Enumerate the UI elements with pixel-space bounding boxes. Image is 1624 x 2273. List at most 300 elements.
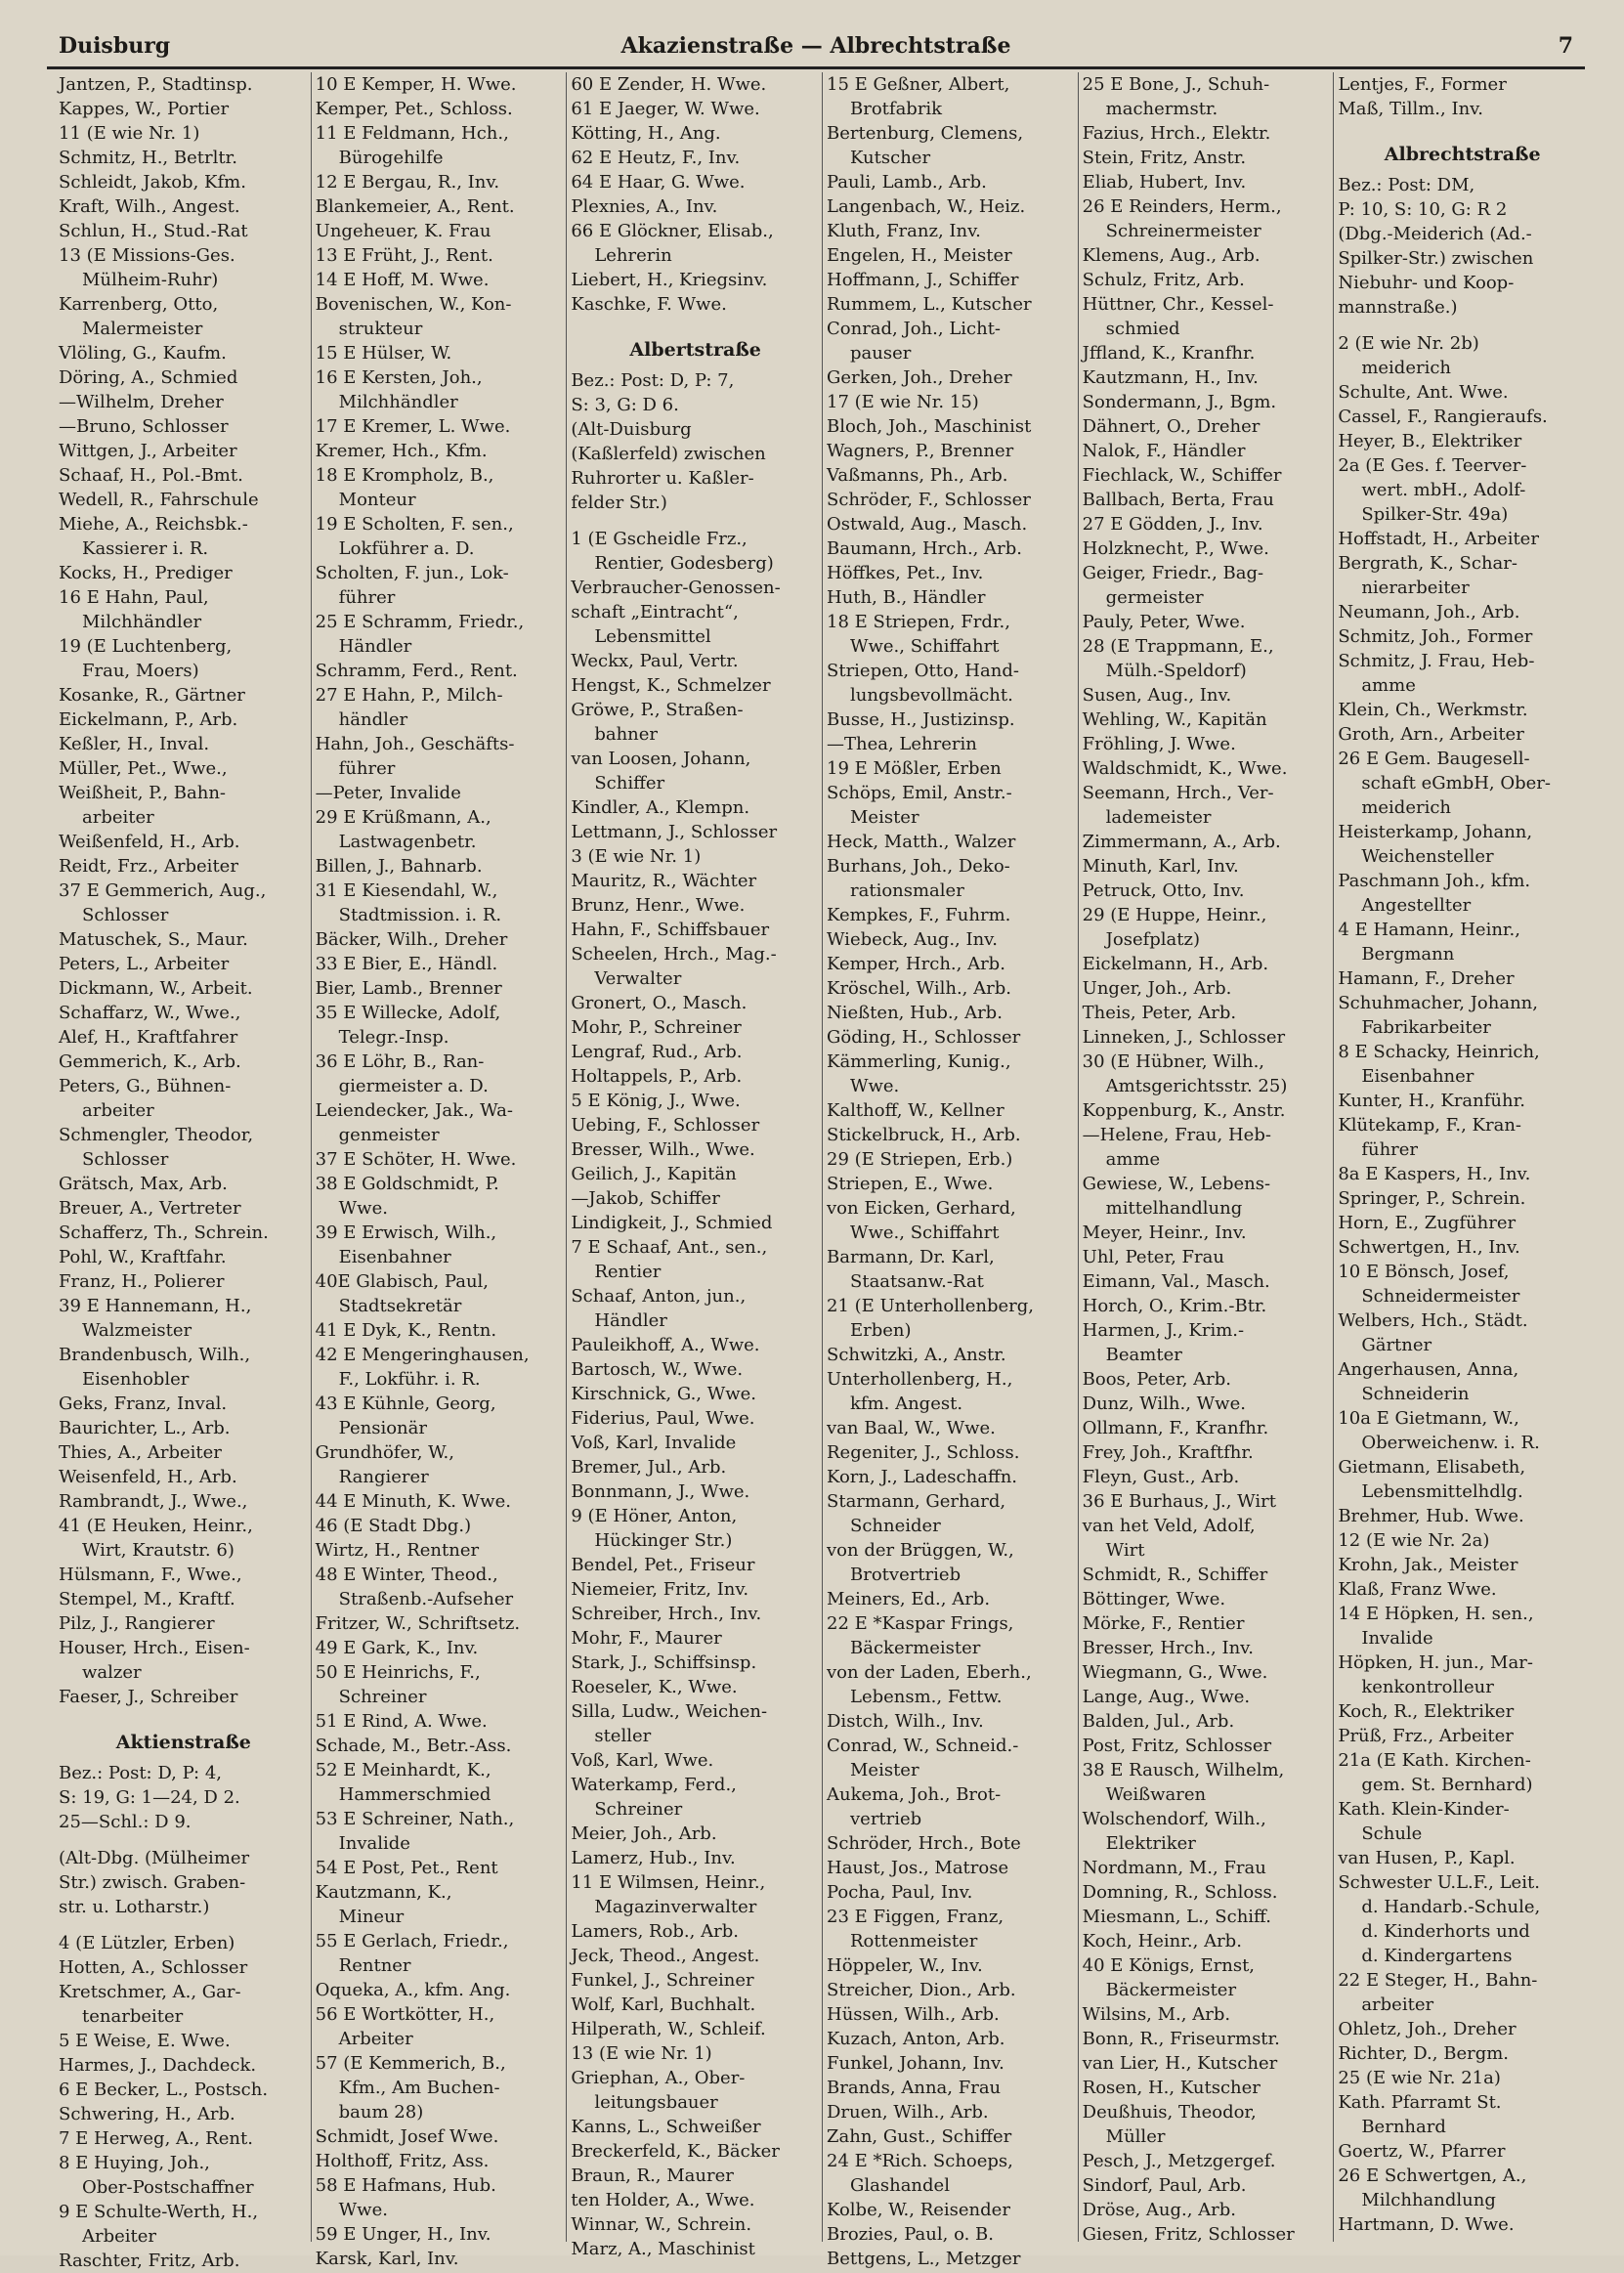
directory-entry: Unterhollenberg, H., — [827, 1369, 1013, 1390]
directory-entry: Dunz, Wilh., Wwe. — [1082, 1394, 1246, 1414]
directory-entry: Hoffmann, J., Schiffer — [827, 270, 1019, 290]
directory-entry: Niemeier, Fritz, Inv. — [571, 1579, 749, 1600]
directory-entry: Schmidt, R., Schiffer — [1082, 1565, 1268, 1585]
directory-entry: Liebert, H., Kriegsinv. — [571, 270, 768, 290]
directory-entry: Kröschel, Wilh., Arb. — [827, 978, 1011, 999]
directory-entry: 25 (E wie Nr. 21a) — [1338, 2068, 1501, 2088]
directory-entry: Thies, A., Arbeiter — [59, 1442, 222, 1463]
directory-entry: Richter, D., Bergm. — [1338, 2043, 1510, 2064]
spacer — [59, 1834, 309, 1846]
directory-entry: Brotfabrik — [850, 99, 943, 119]
directory-entry: 43 E Kühnle, Georg, — [315, 1394, 496, 1414]
directory-entry: Eisenbahner — [338, 1247, 451, 1267]
directory-entry: —Bruno, Schlosser — [59, 416, 229, 437]
directory-entry: 18 E Krompholz, B., — [315, 465, 494, 486]
directory-entry: Faeser, J., Schreiber — [59, 1687, 238, 1707]
directory-entry: Milchhandlung — [1361, 2190, 1496, 2210]
directory-entry: Fiderius, Paul, Wwe. — [571, 1408, 755, 1429]
directory-entry: Telegr.-Insp. — [338, 1027, 449, 1048]
directory-entry: Bresser, Hrch., Inv. — [1082, 1638, 1254, 1658]
directory-entry: Stadtmission. i. R. — [338, 905, 502, 925]
directory-entry: 36 E Löhr, B., Ran- — [315, 1051, 485, 1072]
directory-entry: arbeiter — [82, 807, 154, 828]
directory-entry: Schreiner — [594, 1799, 683, 1820]
directory-entry: Hamann, F., Dreher — [1338, 968, 1515, 989]
directory-entry: 16 E Kersten, Joh., — [315, 367, 483, 388]
directory-entry: d. Handarb.-Schule, — [1361, 1897, 1541, 1917]
directory-entry: —Thea, Lehrerin — [827, 734, 977, 754]
directory-entry: 29 (E Striepen, Erb.) — [827, 1149, 1013, 1170]
directory-entry: Brandenbusch, Wilh., — [59, 1345, 251, 1365]
directory-entry: Grundhöfer, W., — [315, 1442, 454, 1463]
directory-entry: Rangierer — [338, 1467, 429, 1487]
directory-entry: Wedell, R., Fahrschule — [59, 490, 259, 510]
directory-entry: Lebensmittel — [594, 626, 711, 647]
directory-entry: 29 (E Huppe, Heinr., — [1082, 905, 1267, 925]
directory-entry: amme — [1361, 675, 1416, 696]
directory-entry: Lebensmittelhdlg. — [1361, 1481, 1523, 1502]
directory-entry: Schaffarz, W., Wwe., — [59, 1003, 241, 1023]
directory-entry: steller — [594, 1726, 652, 1746]
directory-entry: (Alt-Duisburg — [571, 419, 692, 440]
directory-entry: Staatsanw.-Rat — [850, 1271, 984, 1292]
directory-entry: Ohletz, Joh., Dreher — [1338, 2019, 1517, 2039]
directory-entry: Pesch, J., Metzgergef. — [1082, 2151, 1276, 2171]
directory-entry: Dähnert, O., Dreher — [1082, 416, 1261, 437]
directory-entry: Minuth, Karl, Inv. — [1082, 856, 1239, 877]
directory-entry: 6 E Becker, L., Postsch. — [59, 2080, 269, 2100]
directory-entry: 16 E Hahn, Paul, — [59, 587, 209, 608]
directory-entry: Schaaf, Anton, jun., — [571, 1286, 747, 1307]
directory-entry: Gärtner — [1361, 1335, 1432, 1355]
directory-entry: Peters, G., Bühnen- — [59, 1076, 232, 1096]
directory-entry: Schwering, H., Arb. — [59, 2104, 235, 2124]
directory-entry: Ballbach, Berta, Frau — [1082, 490, 1274, 510]
directory-entry: Bernhard — [1361, 2117, 1446, 2137]
directory-entry: 48 E Winter, Theod., — [315, 1565, 498, 1585]
directory-entry: Aukema, Joh., Brot- — [827, 1784, 1002, 1805]
directory-entry: Hilperath, W., Schleif. — [571, 2019, 766, 2039]
directory-column-6 — [1333, 72, 1589, 2242]
directory-entry: lungsbevollmächt. — [850, 685, 1013, 706]
spacer — [1338, 320, 1587, 331]
directory-entry: Koppenburg, K., Anstr. — [1082, 1100, 1286, 1121]
directory-entry: 27 E Gödden, J., Inv. — [1082, 514, 1263, 535]
directory-entry: Silla, Ludw., Weichen- — [571, 1701, 768, 1722]
directory-entry: Grätsch, Max, Arb. — [59, 1174, 228, 1194]
directory-entry: Burhans, Joh., Deko- — [827, 856, 1010, 877]
directory-entry: 25 E Schramm, Friedr., — [315, 612, 525, 632]
directory-entry: 10 E Kemper, H. Wwe. — [315, 74, 517, 95]
directory-entry: Ruhrorter u. Kaßler- — [571, 468, 754, 489]
directory-entry: Hotten, A., Schlosser — [59, 1957, 248, 1978]
directory-entry: Lokführer a. D. — [338, 538, 475, 559]
directory-entry: Milchhändler — [338, 392, 458, 412]
directory-entry: händler — [338, 709, 408, 730]
directory-entry: Hammerschmied — [338, 1784, 491, 1805]
directory-entry: str. u. Lotharstr.) — [59, 1897, 210, 1917]
directory-entry: S: 19, G: 1—24, D 2. — [59, 1787, 240, 1808]
directory-entry: Uebing, F., Schlosser — [571, 1115, 760, 1136]
directory-entry: Niebuhr- und Koop- — [1338, 273, 1515, 293]
directory-entry: Ollmann, F., Kranfhr. — [1082, 1418, 1269, 1438]
directory-entry: Malermeister — [82, 319, 203, 339]
directory-entry: 66 E Glöckner, Elisab., — [571, 221, 774, 241]
directory-entry: Mülh.-Speldorf) — [1105, 661, 1247, 681]
directory-entry: Walzmeister — [82, 1320, 192, 1341]
directory-entry: Striepen, Otto, Hand- — [827, 661, 1019, 681]
directory-entry: Unger, Joh., Arb. — [1082, 978, 1232, 999]
directory-entry: 17 E Kremer, L. Wwe. — [315, 416, 511, 437]
directory-entry: Weisenfeld, H., Arb. — [59, 1467, 237, 1487]
directory-entry: Matuschek, S., Maur. — [59, 929, 248, 950]
spacer — [571, 317, 820, 328]
directory-entry: Wehling, W., Kapitän — [1082, 709, 1267, 730]
directory-entry: Pauleikhoff, A., Wwe. — [571, 1335, 760, 1355]
directory-entry: Rottenmeister — [850, 1931, 978, 1951]
directory-entry: 30 (E Hübner, Wilh., — [1082, 1051, 1265, 1072]
directory-entry: Wirtz, H., Rentner — [315, 1540, 480, 1561]
directory-entry: Kemper, Hrch., Arb. — [827, 954, 1005, 974]
directory-entry: 13 (E wie Nr. 1) — [571, 2043, 712, 2064]
directory-entry: Wolschendorf, Wilh., — [1082, 1809, 1266, 1829]
directory-entry: Hückinger Str.) — [594, 1530, 733, 1551]
directory-entry: Rentier, Godesberg) — [594, 553, 774, 574]
directory-entry: F., Lokführ. i. R. — [338, 1369, 481, 1390]
directory-entry: Rosen, H., Kutscher — [1082, 2078, 1261, 2098]
directory-entry: Klemens, Aug., Arb. — [1082, 245, 1261, 266]
directory-entry: Monteur — [338, 490, 416, 510]
directory-entry: Starmann, Gerhard, — [827, 1491, 1006, 1512]
directory-entry: nierarbeiter — [1361, 578, 1470, 598]
directory-entry: Kötting, H., Ang. — [571, 123, 721, 144]
directory-entry: Lamerz, Hub., Inv. — [571, 1848, 736, 1868]
directory-entry: Schneider — [850, 1516, 941, 1536]
directory-entry: Göding, H., Schlosser — [827, 1027, 1021, 1048]
directory-entry: Magazinverwalter — [594, 1897, 757, 1917]
directory-entry: (Dbg.-Meiderich (Ad.- — [1338, 224, 1532, 244]
directory-entry: 11 (E wie Nr. 1) — [59, 123, 200, 144]
directory-entry: strukteur — [338, 319, 423, 339]
directory-entry: Conrad, W., Schneid.- — [827, 1736, 1019, 1756]
directory-entry: 7 E Schaaf, Ant., sen., — [571, 1237, 768, 1258]
directory-entry: 35 E Willecke, Adolf, — [315, 1003, 501, 1023]
directory-entry: Griephan, A., Ober- — [571, 2068, 746, 2088]
directory-entry: P: 10, S: 10, G: R 2 — [1338, 199, 1508, 220]
directory-entry: Eisenhobler — [82, 1369, 190, 1390]
directory-entry: 24 E *Rich. Schoeps, — [827, 2151, 1013, 2171]
directory-entry: Franz, H., Polierer — [59, 1271, 225, 1292]
directory-entry: Fröhling, J. Wwe. — [1082, 734, 1236, 754]
directory-entry: Theis, Peter, Arb. — [1082, 1003, 1237, 1023]
directory-entry: Gemmerich, K., Arb. — [59, 1051, 241, 1072]
directory-entry: Angestellter — [1361, 895, 1472, 916]
directory-entry: Regeniter, J., Schloss. — [827, 1442, 1020, 1463]
directory-entry: Plexnies, A., Inv. — [571, 196, 718, 217]
directory-entry: 21a (E Kath. Kirchen- — [1338, 1750, 1531, 1771]
directory-entry: Lehrerin — [594, 245, 672, 266]
directory-entry: Breckerfeld, K., Bäcker — [571, 2141, 780, 2162]
directory-entry: Gewiese, W., Lebens- — [1082, 1174, 1271, 1194]
directory-entry: Rentner — [338, 1955, 411, 1976]
directory-entry: Leiendecker, Jak., Wa- — [315, 1100, 513, 1121]
directory-entry: Welbers, Hch., Städt. — [1338, 1310, 1528, 1331]
directory-entry: 10a E Gietmann, W., — [1338, 1408, 1519, 1429]
directory-entry: Döring, A., Schmied — [59, 367, 238, 388]
directory-entry: Heyer, B., Elektriker — [1338, 431, 1522, 451]
street-heading: Aktienstraße — [115, 1732, 251, 1753]
directory-entry: wert. mbH., Adolf- — [1361, 480, 1526, 500]
directory-entry: Kretschmer, A., Gar- — [59, 1982, 241, 2002]
directory-entry: 18 E Striepen, Frdr., — [827, 612, 1010, 632]
directory-entry: 9 E Schulte-Werth, H., — [59, 2202, 259, 2222]
directory-entry: d. Kinderhorts und — [1361, 1921, 1530, 1942]
directory-entry: Rentier — [594, 1262, 662, 1282]
directory-entry: Waterkamp, Ferd., — [571, 1775, 737, 1795]
directory-entry: Hüssen, Wilh., Arb. — [827, 2004, 1000, 2025]
directory-entry: Kappes, W., Portier — [59, 99, 230, 119]
directory-entry: Susen, Aug., Inv. — [1082, 685, 1232, 706]
directory-entry: 22 E Steger, H., Bahn- — [1338, 1970, 1538, 1991]
directory-entry: Beamter — [1105, 1345, 1182, 1365]
directory-entry: 13 (E Missions-Ges. — [59, 245, 235, 266]
directory-entry: Kath. Pfarramt St. — [1338, 2092, 1502, 2113]
directory-entry: Lentjes, F., Former — [1338, 74, 1507, 95]
directory-entry: 37 E Gemmerich, Aug., — [59, 880, 267, 901]
directory-entry: gem. St. Bernhard) — [1361, 1775, 1533, 1795]
directory-entry: 62 E Heutz, F., Inv. — [571, 148, 741, 168]
directory-entry: 51 E Rind, A. Wwe. — [315, 1711, 488, 1732]
directory-entry: kfm. Angest. — [850, 1394, 963, 1414]
directory-entry: Waldschmidt, K., Wwe. — [1082, 758, 1288, 779]
directory-entry: 26 E Reinders, Herm., — [1082, 196, 1282, 217]
directory-entry: Fiechlack, W., Schiffer — [1082, 465, 1282, 486]
directory-entry: Funkel, J., Schreiner — [571, 1970, 754, 1991]
directory-entry: Stark, J., Schiffsinsp. — [571, 1652, 757, 1673]
directory-entry: 54 E Post, Pet., Rent — [315, 1858, 498, 1878]
directory-entry: Boos, Peter, Arb. — [1082, 1369, 1231, 1390]
directory-entry: Schneiderin — [1361, 1384, 1470, 1404]
directory-entry: Weckx, Paul, Vertr. — [571, 651, 739, 671]
directory-entry: Pocha, Paul, Inv. — [827, 1882, 973, 1903]
directory-entry: Distch, Wilh., Inv. — [827, 1711, 984, 1732]
directory-entry: Wilsins, M., Arb. — [1082, 2004, 1231, 2025]
directory-entry: Bovenischen, W., Kon- — [315, 294, 512, 315]
directory-entry: Oqueka, A., kfm. Ang. — [315, 1980, 511, 2000]
directory-entry: Kalthoff, W., Kellner — [827, 1100, 1004, 1121]
directory-entry: van Lier, H., Kutscher — [1082, 2053, 1278, 2074]
directory-entry: 41 (E Heuken, Heinr., — [59, 1516, 253, 1536]
directory-entry: Karrenberg, Otto, — [59, 294, 219, 315]
directory-entry: Kluth, Franz, Inv. — [827, 221, 981, 241]
directory-entry: 12 E Bergau, R., Inv. — [315, 172, 500, 193]
directory-entry: Pohl, W., Kraftfahr. — [59, 1247, 227, 1267]
spacer — [59, 1709, 309, 1721]
directory-entry: Houser, Hrch., Eisen- — [59, 1638, 250, 1658]
directory-entry: Striepen, E., Wwe. — [827, 1174, 994, 1194]
directory-entry: Höffkes, Pet., Inv. — [827, 563, 984, 583]
directory-entry: Dickmann, W., Arbeit. — [59, 978, 253, 999]
directory-entry: Roeseler, K., Wwe. — [571, 1677, 738, 1697]
directory-entry: Wwe. — [338, 2200, 388, 2220]
directory-entry: 3 (E wie Nr. 1) — [571, 846, 702, 867]
directory-entry: Schaaf, H., Pol.-Bmt. — [59, 465, 243, 486]
directory-entry: Kautzmann, K., — [315, 1882, 452, 1903]
directory-entry: (Alt-Dbg. (Mülheimer — [59, 1848, 250, 1868]
directory-entry: (Kaßlerfeld) zwischen — [571, 444, 766, 464]
directory-entry: van Husen, P., Kapl. — [1338, 1848, 1516, 1868]
directory-entry: Voß, Karl, Wwe. — [571, 1750, 714, 1771]
directory-entry: Eickelmann, P., Arb. — [59, 709, 238, 730]
directory-entry: 53 E Schreiner, Nath., — [315, 1809, 515, 1829]
directory-entry: 23 E Figgen, Franz, — [827, 1907, 1004, 1927]
directory-entry: mannstraße.) — [1338, 297, 1458, 318]
directory-entry: Josefplatz) — [1105, 929, 1201, 950]
directory-entry: 25 E Bone, J., Schuh- — [1082, 74, 1270, 95]
directory-entry: Schiffer — [594, 773, 665, 793]
directory-entry: Meier, Joh., Arb. — [571, 1823, 717, 1844]
directory-entry: Lindigkeit, J., Schmied — [571, 1213, 773, 1233]
directory-entry: 5 E Weise, E. Wwe. — [59, 2031, 231, 2051]
street-heading: Albrechtstraße — [1384, 144, 1541, 165]
directory-entry: Bartosch, W., Wwe. — [571, 1359, 744, 1380]
directory-column-2 — [311, 72, 567, 2269]
directory-entry: 61 E Jaeger, W. Wwe. — [571, 99, 760, 119]
directory-column-1 — [55, 72, 311, 2271]
directory-entry: Miesmann, L., Schiff. — [1082, 1907, 1271, 1927]
directory-entry: Bäckermeister — [1105, 1980, 1237, 2000]
directory-entry: Straßenb.-Aufseher — [338, 1589, 514, 1609]
directory-entry: 17 (E wie Nr. 15) — [827, 392, 979, 412]
directory-entry: Schafferz, Th., Schrein. — [59, 1222, 269, 1243]
directory-entry: 14 E Hoff, M. Wwe. — [315, 270, 490, 290]
directory-entry: Schneidermeister — [1361, 1286, 1520, 1307]
directory-entry: Funkel, Johann, Inv. — [827, 2053, 1004, 2074]
directory-entry: Billen, J., Bahnarb. — [315, 856, 483, 877]
directory-entry: Kremer, Hch., Kfm. — [315, 441, 488, 461]
directory-entry: kenkontrolleur — [1361, 1677, 1494, 1697]
directory-entry: Kuzach, Anton, Arb. — [827, 2029, 1005, 2049]
directory-entry: Wwe., Schiffahrt — [850, 636, 1000, 657]
directory-entry: Gerken, Joh., Dreher — [827, 367, 1012, 388]
directory-entry: Bonn, R., Friseurmstr. — [1082, 2029, 1280, 2049]
directory-entry: Rambrandt, J., Wwe., — [59, 1491, 248, 1512]
directory-entry: Schöps, Emil, Anstr.- — [827, 783, 1012, 803]
directory-entry: 9 (E Höner, Anton, — [571, 1506, 738, 1526]
directory-entry: 64 E Haar, G. Wwe. — [571, 172, 746, 193]
directory-entry: Schule — [1361, 1823, 1423, 1844]
directory-entry: Wagners, P., Brenner — [827, 441, 1014, 461]
directory-entry: 15 E Hülser, W. — [315, 343, 452, 364]
directory-entry: Schmitz, Joh., Former — [1338, 626, 1533, 647]
directory-entry: Kunter, H., Kranführ. — [1338, 1091, 1525, 1111]
directory-entry: 49 E Gark, K., Inv. — [315, 1638, 479, 1658]
directory-entry: Schramm, Ferd., Rent. — [315, 661, 518, 681]
directory-entry: Bettgens, L., Metzger — [827, 2249, 1021, 2269]
directory-entry: Schröder, Hrch., Bote — [827, 1833, 1021, 1854]
directory-entry: Schmidt, Josef Wwe. — [315, 2126, 499, 2147]
directory-entry: 4 (E Lützler, Erben) — [59, 1933, 235, 1953]
directory-entry: Weißenfeld, H., Arb. — [59, 832, 240, 852]
directory-entry: 33 E Bier, E., Händl. — [315, 954, 498, 974]
directory-entry: Kaschke, F. Wwe. — [571, 294, 727, 315]
directory-entry: Höpken, H. jun., Mar- — [1338, 1652, 1533, 1673]
directory-entry: bahner — [594, 724, 659, 745]
directory-entry: Wwe. — [850, 1076, 900, 1096]
directory-entry: Eisenbahner — [1361, 1066, 1474, 1087]
directory-entry: führer — [338, 587, 396, 608]
directory-entry: Klaß, Franz Wwe. — [1338, 1579, 1497, 1600]
directory-entry: Fabrikarbeiter — [1361, 1017, 1491, 1038]
page-number: 7 — [1558, 33, 1573, 59]
directory-entry: machermstr. — [1105, 99, 1218, 119]
directory-entry: Kassierer i. R. — [82, 538, 209, 559]
directory-entry: Reidt, Frz., Arbeiter — [59, 856, 238, 877]
directory-column-5 — [1078, 72, 1334, 2245]
directory-entry: Ostwald, Aug., Masch. — [827, 514, 1028, 535]
directory-entry: 19 (E Luchtenberg, — [59, 636, 233, 657]
directory-entry: Bloch, Joh., Maschinist — [827, 416, 1032, 437]
directory-entry: Bendel, Pet., Friseur — [571, 1555, 755, 1575]
directory-entry: Wiebeck, Aug., Inv. — [827, 929, 998, 950]
directory-entry: Streicher, Dion., Arb. — [827, 1980, 1016, 2000]
directory-entry: 11 E Wilmsen, Heinr., — [571, 1872, 766, 1893]
directory-entry: Keßler, H., Inval. — [59, 734, 210, 754]
directory-entry: Voß, Karl, Invalide — [571, 1433, 737, 1453]
directory-entry: Arbeiter — [82, 2226, 157, 2247]
directory-entry: 50 E Heinrichs, F., — [315, 1662, 481, 1683]
directory-entry: Glashandel — [850, 2175, 950, 2196]
directory-entry: —Helene, Frau, Heb- — [1082, 1125, 1271, 1145]
directory-entry: Jeck, Theod., Angest. — [571, 1946, 760, 1966]
directory-entry: Kindler, A., Klempn. — [571, 797, 750, 818]
directory-entry: Schmitz, H., Betrltr. — [59, 148, 237, 168]
directory-entry: Kautzmann, H., Inv. — [1082, 367, 1259, 388]
directory-entry: Uhl, Peter, Frau — [1082, 1247, 1224, 1267]
directory-entry: arbeiter — [82, 1100, 154, 1121]
directory-entry: Karsk, Karl, Inv. — [315, 2249, 459, 2269]
street-heading: Albertstraße — [629, 339, 761, 361]
directory-entry: Schreiber, Hrch., Inv. — [571, 1604, 762, 1624]
header-street-range: Akazienstraße — Albrechtstraße — [620, 33, 1011, 59]
directory-entry: Invalide — [1361, 1628, 1433, 1649]
directory-entry: Stickelbruck, H., Arb. — [827, 1125, 1021, 1145]
directory-entry: 59 E Unger, H., Inv. — [315, 2224, 491, 2245]
directory-entry: Hartmann, D. Wwe. — [1338, 2214, 1515, 2235]
directory-entry: Händler — [594, 1310, 667, 1331]
directory-entry: führer — [338, 758, 396, 779]
directory-entry: Schreinermeister — [1105, 221, 1261, 241]
directory-entry: Pauli, Lamb., Arb. — [827, 172, 987, 193]
directory-entry: 58 E Hafmans, Hub. — [315, 2175, 496, 2196]
directory-entry: Stempel, M., Kraftf. — [59, 1589, 235, 1609]
spacer — [571, 515, 820, 527]
directory-entry: Gröwe, P., Straßen- — [571, 700, 744, 720]
directory-entry: Ungeheuer, K. Frau — [315, 221, 491, 241]
directory-entry: Brunz, Henr., Wwe. — [571, 895, 746, 916]
directory-entry: Schwitzki, A., Anstr. — [827, 1345, 1006, 1365]
directory-entry: Blankemeier, A., Rent. — [315, 196, 515, 217]
directory-entry: Lengraf, Rud., Arb. — [571, 1042, 743, 1062]
directory-entry: van het Veld, Adolf, — [1082, 1516, 1256, 1536]
directory-entry: Kemper, Pet., Schloss. — [315, 99, 513, 119]
directory-entry: Wirt, Krautstr. 6) — [82, 1540, 235, 1561]
directory-entry: Spilker-Str. 49a) — [1361, 504, 1509, 525]
directory-entry: 15 E Geßner, Albert, — [827, 74, 1010, 95]
directory-entry: Holthoff, Fritz, Ass. — [315, 2151, 490, 2171]
directory-entry: 26 E Schwertgen, A., — [1338, 2166, 1527, 2186]
directory-entry: Nießten, Hub., Arb. — [827, 1003, 1003, 1023]
